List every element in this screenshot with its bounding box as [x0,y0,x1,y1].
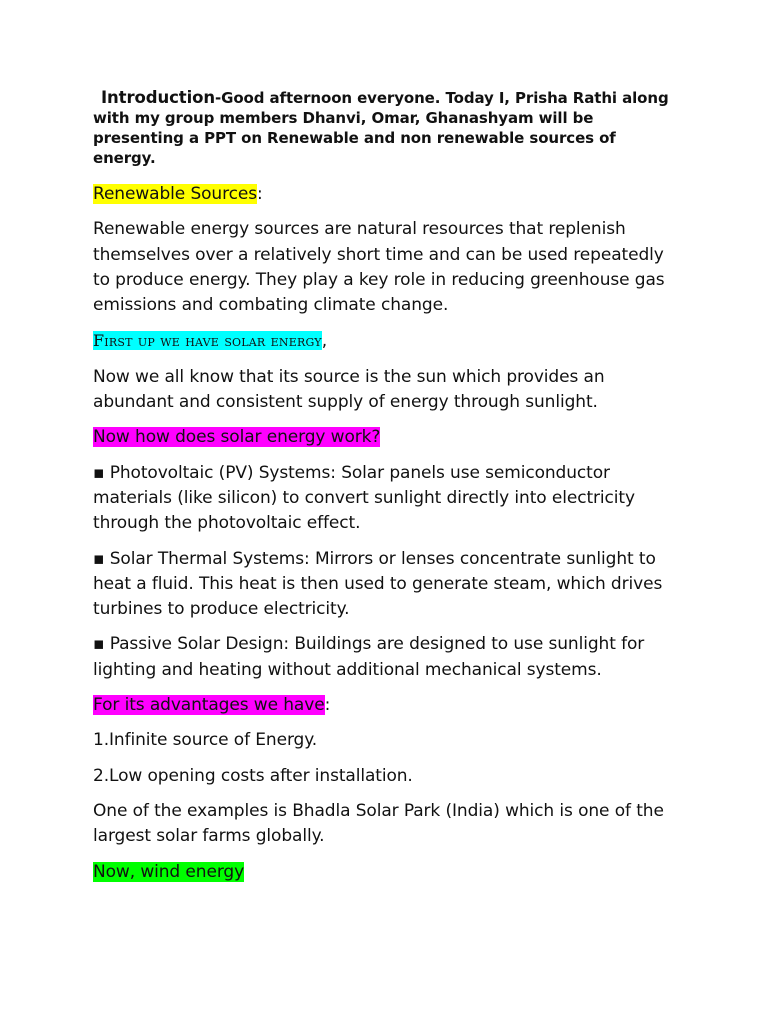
advantage-item-2: 2.Low opening costs after installation. [93,765,413,786]
renewable-heading-line [93,182,683,207]
solar-heading-line [93,328,683,354]
intro-text: -Good afternoon everyone. Today I, Prisha Rathi along with my group members Dhanvi, Omar, Ghanashyam will be presenting a PPT on Renewable and non renewable sources of energy. [93,89,669,167]
renewable-heading: Renewable Sources [93,184,257,204]
advantages-heading-suffix: : [324,695,331,716]
wind-heading-line [93,860,683,885]
solar-source-text: Now we all know that its source is the sun which provides an abundant and consistent supply of energy through sunlight. [93,366,605,413]
intro-paragraph [93,88,683,168]
solar-heading-suffix: , [321,331,328,352]
intro-heading: Introduction [101,88,216,107]
bullet-solar-thermal: ▪ Solar Thermal Systems: Mirrors or lenses concentrate sunlight to heat a fluid. This heat is then used to generate steam, which drives turbines to produce electricity. [93,548,663,620]
advantage-item-1: 1.Infinite source of Energy. [93,730,318,751]
solar-how-line [93,425,683,450]
solar-heading: First up we have solar energy [93,331,322,351]
document-page [93,88,683,895]
solar-how-heading: Now how does solar energy work? [93,427,381,448]
advantages-heading-line [93,693,683,718]
solar-example: One of the examples is Bhadla Solar Park (India) which is one of the largest solar farms globally. [93,800,664,847]
wind-heading: Now, wind energy [93,861,245,882]
renewable-heading-suffix: : [256,184,263,204]
bullet-passive-solar: ▪ Passive Solar Design: Buildings are designed to use sunlight for lighting and heating without additional mechanical systems. [93,634,645,680]
bullet-photovoltaic: ▪ Photovoltaic (PV) Systems: Solar panels use semiconductor materials (like silicon) to convert sunlight directly into electricity through the photovoltaic effect. [93,462,635,534]
advantages-heading: For its advantages we have [93,695,325,716]
renewable-description: Renewable energy sources are natural resources that replenish themselves over a relatively short time and can be used repeatedly to produce energy. They play a key role in reducing greenhouse gas emissions and combating climate change. [93,219,665,316]
